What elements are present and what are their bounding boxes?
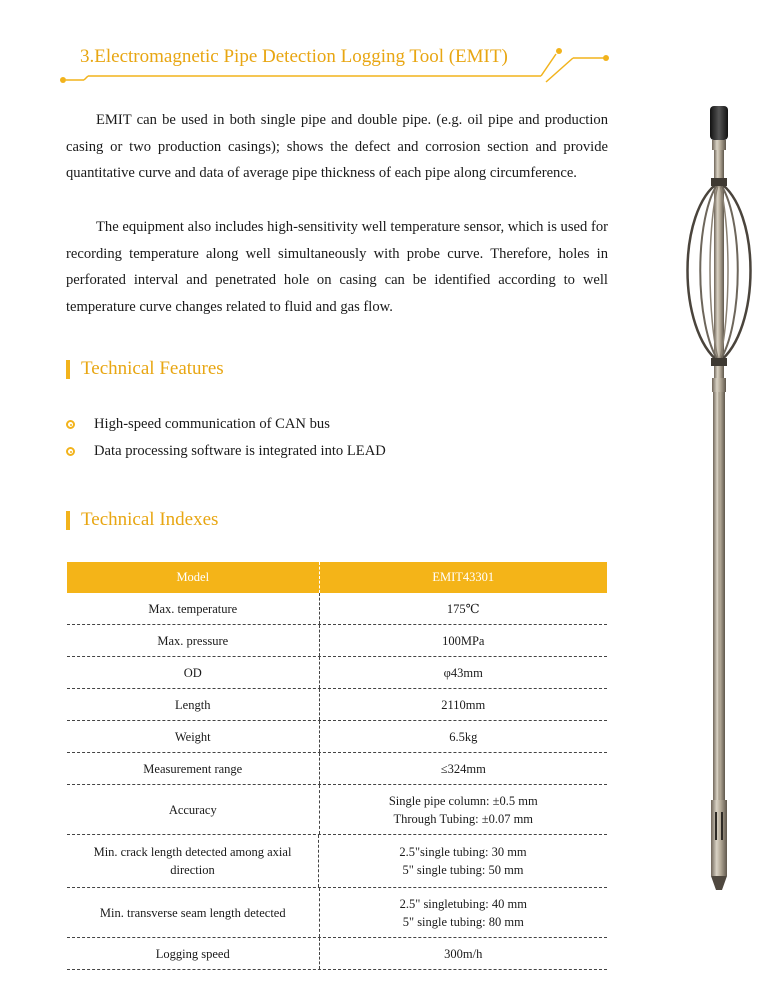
value-line: 5" single tubing: 50 mm (402, 863, 524, 877)
page-title: 3.Electromagnetic Pipe Detection Logging Tool (EMIT) (80, 46, 508, 67)
spec-table (67, 562, 607, 970)
row-value (320, 625, 607, 656)
row-param: Length (67, 689, 320, 720)
row-param: Measurement range (67, 753, 320, 784)
value-line: 300m/h (444, 946, 483, 961)
table-row (67, 888, 607, 938)
row-value (320, 938, 607, 969)
row-value (319, 835, 607, 887)
intro-paragraph-2: The equipment also includes high-sensitivity well temperature sensor, which is used for recording temperature along well simultaneously with probe curve. Therefore, holes in perforated interval and penetrated hole on casing can be identified according to well temperature curve changes related to fluid and gas flow. (66, 219, 608, 315)
feature-text: High-speed communication of CAN bus (94, 416, 330, 432)
feature-text: Data processing software is integrated into LEAD (94, 443, 386, 459)
bullet-icon (66, 420, 75, 429)
row-param: Min. transverse seam length detected (67, 888, 320, 937)
indexes-title: Technical Indexes (81, 509, 219, 530)
value-line: 100MPa (442, 633, 485, 648)
emit-logging-tool-image (672, 100, 768, 900)
value-line: 2110mm (441, 697, 486, 712)
table-row (67, 835, 607, 888)
section-bar-marker (66, 360, 70, 379)
intro-paragraph-1: EMIT can be used in both single pipe and double pipe. (e.g. oil pipe and production casing or two production casings); shows the defect and corrosion section and provide quantitative curve and data of average pipe thickness of each pipe along circumference. (66, 112, 608, 181)
value-line: 6.5kg (449, 729, 478, 744)
table-row (67, 593, 607, 625)
row-param: Logging speed (67, 938, 320, 969)
row-value (320, 721, 607, 752)
value-line: Through Tubing: ±0.07 mm (393, 811, 534, 826)
header-model: Model (67, 562, 320, 593)
value-line: ≤324mm (440, 761, 486, 776)
row-value (320, 689, 607, 720)
page-heading-block (56, 40, 616, 90)
value-line: 2.5"single tubing: 30 mm (399, 845, 527, 859)
row-value (320, 657, 607, 688)
indexes-section-header (66, 509, 218, 531)
table-row (67, 753, 607, 785)
row-param: Weight (67, 721, 320, 752)
feature-item (66, 416, 330, 433)
row-param: Min. crack length detected among axial direction (67, 835, 319, 887)
row-value (320, 753, 607, 784)
table-row (67, 689, 607, 721)
table-row (67, 785, 607, 835)
row-value (320, 888, 607, 937)
value-line: Single pipe column: ±0.5 mm (388, 793, 538, 808)
value-line: 5" single tubing: 80 mm (402, 914, 524, 929)
spec-table-header (67, 562, 607, 593)
row-param: Max. pressure (67, 625, 320, 656)
value-line: 2.5" singletubing: 40 mm (399, 896, 527, 911)
table-row (67, 657, 607, 689)
row-param: OD (67, 657, 320, 688)
section-bar-marker (66, 511, 70, 530)
features-section-header (66, 358, 224, 380)
header-model-value: EMIT43301 (432, 570, 495, 584)
table-row (67, 721, 607, 753)
row-param: Accuracy (67, 785, 320, 834)
row-value (320, 785, 607, 834)
row-value (320, 593, 607, 624)
features-title: Technical Features (81, 358, 224, 379)
feature-item (66, 443, 386, 460)
bullet-icon (66, 447, 75, 456)
table-row (67, 625, 607, 657)
table-row (67, 938, 607, 970)
value-line: φ43mm (443, 665, 483, 680)
value-line: 175℃ (446, 601, 480, 616)
row-param: Max. temperature (67, 593, 320, 624)
